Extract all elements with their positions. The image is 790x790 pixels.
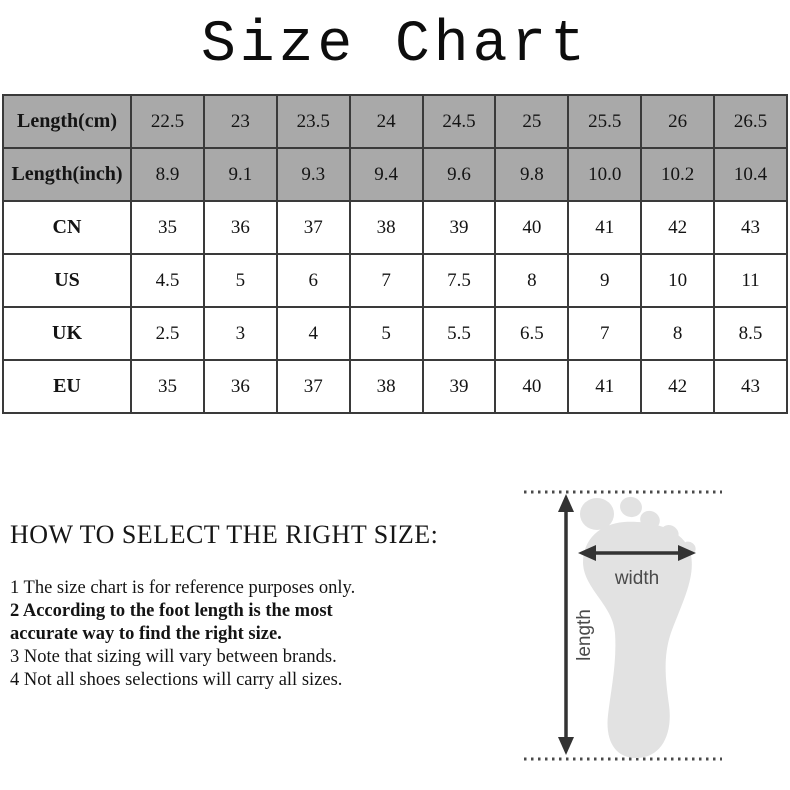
table-row-eu (3, 360, 787, 413)
table-cell: 39 (423, 201, 496, 254)
table-cell: 40 (495, 360, 568, 413)
table-row-length-inch (3, 148, 787, 201)
note-4: 4 Not all shoes selections will carry all sizes. (10, 670, 343, 690)
row-header: Length(cm) (3, 95, 131, 148)
table-cell: 23 (204, 95, 277, 148)
table-cell: 24.5 (423, 95, 496, 148)
table-cell: 3 (204, 307, 277, 360)
foot-measurement-diagram (518, 467, 763, 790)
table-cell: 8 (495, 254, 568, 307)
table-cell: 25.5 (568, 95, 641, 148)
table-cell: 37 (277, 360, 350, 413)
row-header: CN (3, 201, 131, 254)
table-cell: 36 (204, 360, 277, 413)
table-cell: 9.3 (277, 148, 350, 201)
note-3: 3 Note that sizing will vary between brands. (10, 647, 337, 667)
table-cell: 9.1 (204, 148, 277, 201)
table-cell: 25 (495, 95, 568, 148)
table-cell: 5 (204, 254, 277, 307)
table-cell: 24 (350, 95, 423, 148)
table-cell: 22.5 (131, 95, 204, 148)
size-chart-table (2, 94, 788, 414)
table-cell: 40 (495, 201, 568, 254)
footprint-icon (580, 494, 698, 758)
how-to-section (10, 520, 490, 692)
table-row-length-cm (3, 95, 787, 148)
table-cell: 10 (641, 254, 714, 307)
table-cell: 41 (568, 360, 641, 413)
table-row-uk (3, 307, 787, 360)
page-title: Size Chart (200, 13, 590, 78)
note-1: 1 The size chart is for reference purposes only. (10, 578, 356, 598)
table-cell: 36 (204, 201, 277, 254)
width-label: width (614, 568, 660, 589)
table-cell: 43 (714, 201, 787, 254)
table-cell: 38 (350, 201, 423, 254)
note-2: 2 According to the foot length is the most accurate way to find the right size. (10, 601, 333, 644)
table-cell: 35 (131, 201, 204, 254)
table-cell: 26.5 (714, 95, 787, 148)
table-cell: 4 (277, 307, 350, 360)
length-label: length (574, 609, 595, 661)
table-cell: 10.4 (714, 148, 787, 201)
table-cell: 5 (350, 307, 423, 360)
table-cell: 9 (568, 254, 641, 307)
table-cell: 26 (641, 95, 714, 148)
table-cell: 41 (568, 201, 641, 254)
table-cell: 11 (714, 254, 787, 307)
table-cell: 8.5 (714, 307, 787, 360)
table-cell: 2.5 (131, 307, 204, 360)
table-cell: 23.5 (277, 95, 350, 148)
row-header: EU (3, 360, 131, 413)
table-cell: 7.5 (423, 254, 496, 307)
table-row-cn (3, 201, 787, 254)
table-cell: 8.9 (131, 148, 204, 201)
row-header: Length(inch) (3, 148, 131, 201)
row-header: UK (3, 307, 131, 360)
table-cell: 35 (131, 360, 204, 413)
table-cell: 8 (641, 307, 714, 360)
notes-list (10, 577, 402, 692)
table-cell: 9.6 (423, 148, 496, 201)
row-header: US (3, 254, 131, 307)
table-cell: 39 (423, 360, 496, 413)
table-cell: 37 (277, 201, 350, 254)
table-cell: 42 (641, 360, 714, 413)
length-arrow (558, 494, 574, 755)
table-cell: 42 (641, 201, 714, 254)
table-cell: 6 (277, 254, 350, 307)
table-cell: 7 (350, 254, 423, 307)
table-row-us (3, 254, 787, 307)
table-cell: 7 (568, 307, 641, 360)
table-cell: 5.5 (423, 307, 496, 360)
table-cell: 9.8 (495, 148, 568, 201)
table-cell: 6.5 (495, 307, 568, 360)
table-cell: 43 (714, 360, 787, 413)
table-cell: 9.4 (350, 148, 423, 201)
table-cell: 4.5 (131, 254, 204, 307)
table-cell: 38 (350, 360, 423, 413)
how-to-heading: HOW TO SELECT THE RIGHT SIZE: (10, 520, 439, 549)
table-cell: 10.0 (568, 148, 641, 201)
table-cell: 10.2 (641, 148, 714, 201)
